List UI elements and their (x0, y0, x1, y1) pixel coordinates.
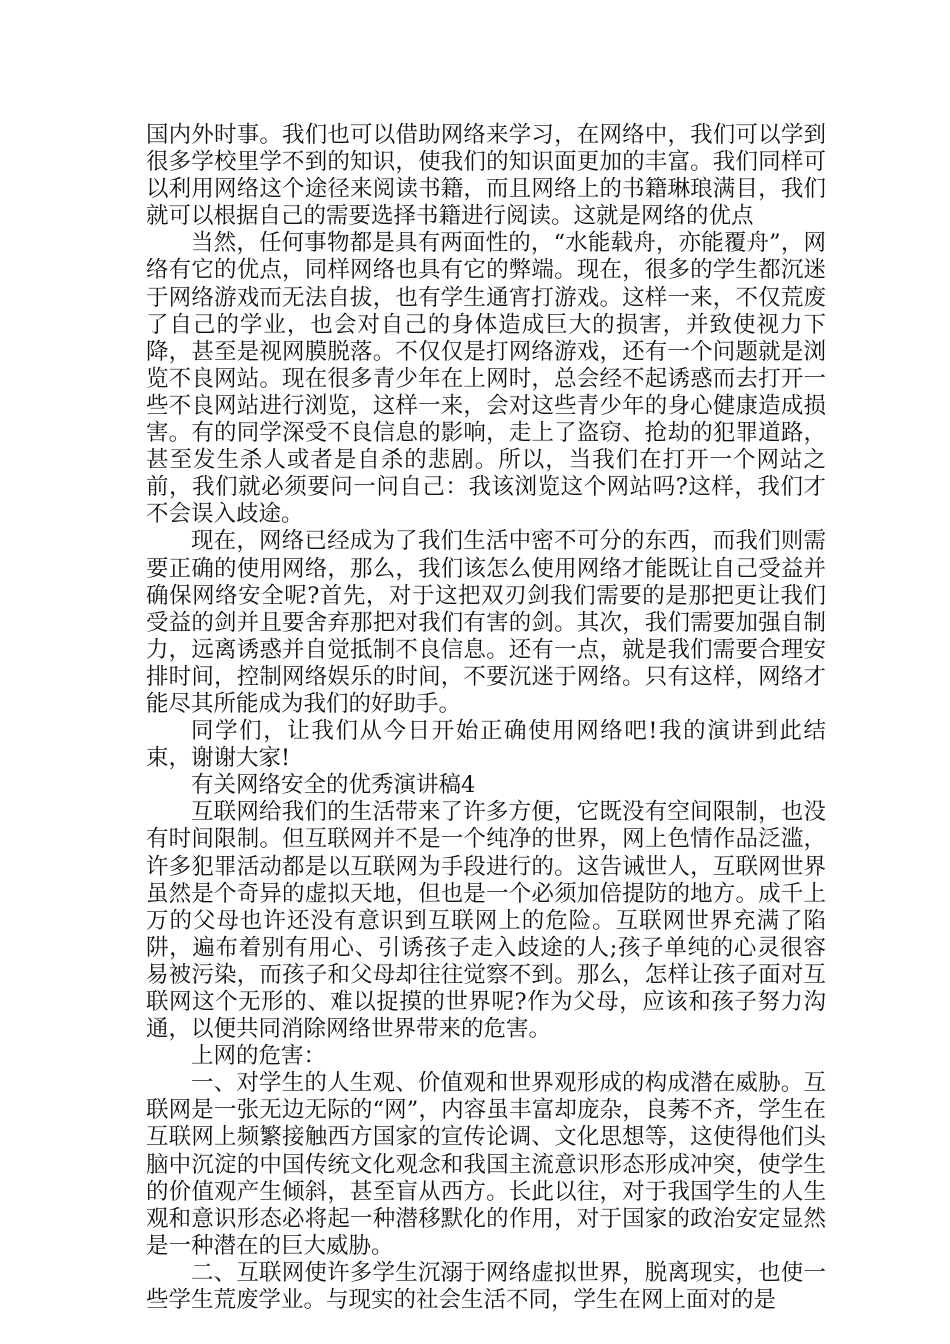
body-paragraph: 二、互联网使许多学生沉溺于网络虚拟世界，脱离现实，也使一些学生荒废学业。与现实的社会生活不同，学生在网上面对的是 (146, 1259, 826, 1314)
body-paragraph: 现在，网络已经成为了我们生活中密不可分的东西，而我们则需要正确的使用网络，那么，我们该怎么使用网络才能既让自己受益并确保网络安全呢?首先，对于这把双刃剑我们需要的是那把更让我们受益的剑并且要舍弃那把对我们有害的剑。其次，我们需要加强自制力，远离诱惑并自觉抵制不良信息。还有一点，就是我们需要合理安排时间，控制网络娱乐的时间，不要沉迷于网络。只有这样，网络才能尽其所能成为我们的好助手。 (146, 528, 826, 717)
document-page (146, 122, 826, 1314)
body-paragraph: 国内外时事。我们也可以借助网络来学习，在网络中，我们可以学到很多学校里学不到的知识，使我们的知识面更加的丰富。我们同样可以利用网络这个途径来阅读书籍，而且网络上的书籍琳琅满目，我们就可以根据自己的需要选择书籍进行阅读。这就是网络的优点 (146, 122, 826, 230)
body-paragraph: 一、对学生的人生观、价值观和世界观形成的构成潜在威胁。互联网是一张无边无际的“网”，内容虽丰富却庞杂，良莠不齐，学生在互联网上频繁接触西方国家的宣传论调、文化思想等，这使得他们头脑中沉淀的中国传统文化观念和我国主流意识形态形成冲突，使学生的价值观产生倾斜，甚至盲从西方。长此以往，对于我国学生的人生观和意识形态必将起一种潜移默化的作用，对于国家的政治安定显然是一种潜在的巨大威胁。 (146, 1070, 826, 1259)
section-heading: 有关网络安全的优秀演讲稿4 (191, 772, 476, 799)
body-paragraph: 当然，任何事物都是具有两面性的，“水能载舟，亦能覆舟”，网络有它的优点，同样网络也具有它的弊端。现在，很多的学生都沉迷于网络游戏而无法自拔，也有学生通宵打游戏。这样一来，不仅荒废了自己的学业，也会对自己的身体造成巨大的损害，并致使视力下降，甚至是视网膜脱落。不仅仅是打网络游戏，还有一个问题就是浏览不良网站。现在很多青少年在上网时，总会经不起诱惑而去打开一些不良网站进行浏览，这样一来，会对这些青少年的身心健康造成损害。有的同学深受不良信息的影响，走上了盗窃、抢劫的犯罪道路，甚至发生杀人或者是自杀的悲剧。所以，当我们在打开一个网站之前，我们就必须要问一问自己：我该浏览这个网站吗?这样，我们才不会误入歧途。 (146, 230, 826, 528)
body-paragraph: 同学们，让我们从今日开始正确使用网络吧!我的演讲到此结束，谢谢大家! (146, 718, 826, 772)
subheading: 上网的危害： (191, 1043, 327, 1070)
body-paragraph: 互联网给我们的生活带来了许多方便，它既没有空间限制，也没有时间限制。但互联网并不是一个纯净的世界，网上色情作品泛滥，许多犯罪活动都是以互联网为手段进行的。这告诫世人，互联网世界虽然是个奇异的虚拟天地，但也是一个必须加倍提防的地方。成千上万的父母也许还没有意识到互联网上的危险。互联网世界充满了陷阱，遍布着别有用心、引诱孩子走入歧途的人;孩子单纯的心灵很容易被污染，而孩子和父母却往往觉察不到。那么，怎样让孩子面对互联网这个无形的、难以捉摸的世界呢?作为父母，应该和孩子努力沟通，以便共同消除网络世界带来的危害。 (146, 799, 826, 1043)
